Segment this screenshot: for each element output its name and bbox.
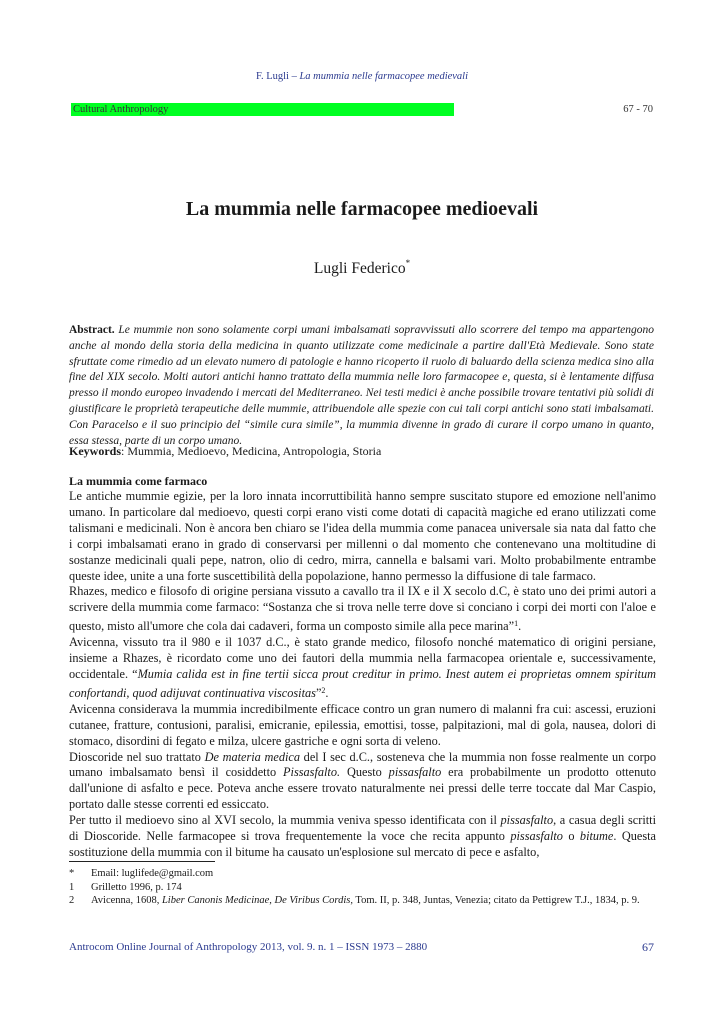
p5-g: era probabilmente un prodotto ottenuto dall'unione di asfalto e pece. Poteva anche essere trovato naturalmente nei pressi delle terre toccate dal Mar Caspio, portato dalle stesse correnti ed essiccato. [69, 765, 656, 812]
paragraph-2 [69, 584, 656, 635]
footnote-item [69, 881, 656, 895]
footnote-item [69, 867, 656, 881]
abstract-label: Abstract. [69, 324, 115, 336]
paragraph-4: Avicenna considerava la mummia incredibilmente efficace contro un gran numero di malanni fra cui: ascessi, eruzioni cutanee, fratture, contusioni, paralisi, emicranie, epilessia, emottisi, tosse, palpitazioni, mal di gola, nausea, dolori di stomaco, disordini di fegato e milza, ulcere gastriche e ogni sorta di veleno. [69, 701, 656, 748]
p5-d: Pissasfalto. [283, 765, 341, 780]
avicenna-quote: Mumia calida est in fine tertii sicca prout creditur in primo. Inest autem ei proprietas omnem spiritum confortandi, quod adijuvat continuativa viscositas [69, 666, 656, 700]
footnote-segment: Email: luglifede@gmail.com [91, 868, 214, 879]
p6-c: , a casua degli scritti di Dioscoride. Nelle farmacopee si trova frequentemente la voce che recita appunto [69, 813, 656, 844]
quote-close: ” [315, 685, 322, 700]
footnote-text [91, 881, 656, 895]
footnote-segment: , [269, 895, 275, 906]
footnote-divider [69, 861, 215, 862]
running-head-title: La mummia nelle farmacopee medievali [299, 71, 469, 82]
keywords-label: Keywords [69, 444, 121, 458]
paragraph-3 [69, 635, 656, 702]
article-title: La mummia nelle farmacopee medioevali [185, 198, 539, 220]
author-line [0, 258, 724, 278]
footnote-italic: Liber Canonis Medicinae [161, 895, 270, 906]
footnote-mark: 1 [69, 881, 75, 893]
paragraph-2-text: Rhazes, medico e filosofo di origine persiana vissuto a cavallo tra il IX e il X secolo d.C, è stato uno dei primi autori a scrivere della mummia come farmaco: “Sostanza che si trova nelle terre dove si conciano i corpi dei morti con l'aloe e questo, misto all'umore che cola dai cadaveri, forma un composto simile alla pece marina” [69, 584, 656, 634]
p6-f: bitume [579, 829, 614, 844]
paragraph-5 [69, 750, 656, 814]
paragraph-3-end: . [325, 685, 329, 700]
section-label-bar: Cultural Anthropology [71, 103, 454, 116]
abstract-text: Le mummie non sono solamente corpi umani imbalsamati sopravvissuti allo scorrere del tempo ma appartengono anche al mondo della storia della medicina in quanto utilizzate come medicinale a partire dall'Età Medievale. Sono state sfruttate come rimedio ad un elevato numero di patologie e hanno ricoperto il ruolo di baluardo della scienza medica sino alla fine del XIX secolo. Molti autori antichi hanno trattato della mummia nelle loro farmacopee e, questa, si è lentamente diffusa presso il mondo europeo invadendo i mercati del Mediterraneo. Nei testi medici è anche possibile trovare tentativi più solidi di giustificare le proprietà terapeutiche delle mummie, attribuendole alle spezie con cui tali corpi antichi sono stati imbalsamati. Con Paracelso e il suo principio del “simile cura simile”, la mummia divenne in grado di curare il corpo umano in quanto, essa stessa, parte di un corpo umano. [69, 324, 655, 447]
footnotes [69, 867, 656, 908]
p6-d: pissasfalto [510, 829, 563, 844]
paragraph-6 [69, 813, 656, 861]
footnote-mark: * [69, 868, 75, 879]
page-range: 67 - 70 [623, 104, 653, 115]
p5-a: Dioscoride nel suo trattato [69, 749, 205, 764]
footnote-segment: Grilletto 1996, p. 174 [91, 881, 182, 893]
p5-f: pissasfalto [388, 765, 442, 780]
running-head-author: F. Lugli – [255, 71, 300, 82]
paragraph-2-end: . [518, 619, 522, 634]
abstract [69, 323, 654, 449]
keywords [69, 444, 654, 459]
footnote-ref-1: 1 [514, 619, 519, 629]
author-footnote-mark: * [405, 258, 411, 268]
footnote-mark: 2 [69, 895, 75, 906]
page-number: 67 [642, 940, 654, 954]
footnote-ref-2: 2 [321, 685, 326, 695]
paragraph-3-text: Avicenna, vissuto tra il 980 e il 1037 d.C., è stato grande medico, filosofo nonché matematico di origini persiane, insieme a Rhazes, è ricordato come uno dei fautori della mummia nella farmacopea orientale e, successivamente, occidentale. “ [69, 635, 656, 681]
p6-a: Per tutto il medioevo sino al XVI secolo, la mummia veniva spesso identificata con il [69, 813, 501, 828]
keywords-text: Mummia, Medioevo, Medicina, Antropologia, Storia [127, 444, 382, 458]
section-title: La mummia come farmaco [69, 474, 208, 488]
footnote-text [91, 867, 656, 881]
footnote-segment: Avicenna, 1608, [91, 895, 162, 906]
running-head [0, 71, 724, 82]
body-text [69, 489, 656, 861]
p5-c: del I sec d.C., sosteneva che la mummia non fosse realmente un corpo umano imbalsamato bensì il cosiddetto [69, 749, 656, 780]
paragraph-1: Le antiche mummie egizie, per la loro innata incorruttibilità hanno sempre suscitato stupore ed emozione nell'animo umano. In particolare dal medioevo, questi corpi erano visti come dotati di capacità magiche ed erano utilizzati come talismani e medicinali. Non è ancora ben chiaro se l'idea della mummia come panacea universale sia nata dal fatto che i corpi imbalsamati erano in grado di conservarsi per millenni o dal momento che contenevano una moltitudine di sostanze medicinali quali pepe, natron, olio di cedro, mirra, cannella e balsami vari. Molto probabilmente entrambe queste idee, unite a una forte suscettibilità della popolazione, hanno permesso la diffusione di tale farmaco. [69, 489, 656, 583]
footnote-text [91, 894, 656, 908]
p5-b: De materia medica [204, 749, 300, 764]
p6-e: o [562, 829, 580, 844]
footnote-segment: Tom. II, p. 348, Juntas, Venezia; citato da Pettigrew T.J., 1834, p. 9. [353, 895, 640, 906]
footnote-item [69, 894, 656, 908]
keywords-separator: : [121, 444, 128, 458]
journal-footer: Antrocom Online Journal of Anthropology 2013, vol. 9. n. 1 – ISSN 1973 – 2880 [69, 941, 428, 953]
footnote-italic: De Viribus Cordis, [274, 895, 353, 906]
author-name: Lugli Federico [313, 260, 406, 277]
p6-g: . Questa sostituzione della mummia con il bitume ha causato un'esplosione sul mercato di pece e asfalto, [69, 829, 657, 859]
p6-b: pissasfalto [500, 813, 554, 828]
p5-e: Questo [340, 765, 389, 780]
